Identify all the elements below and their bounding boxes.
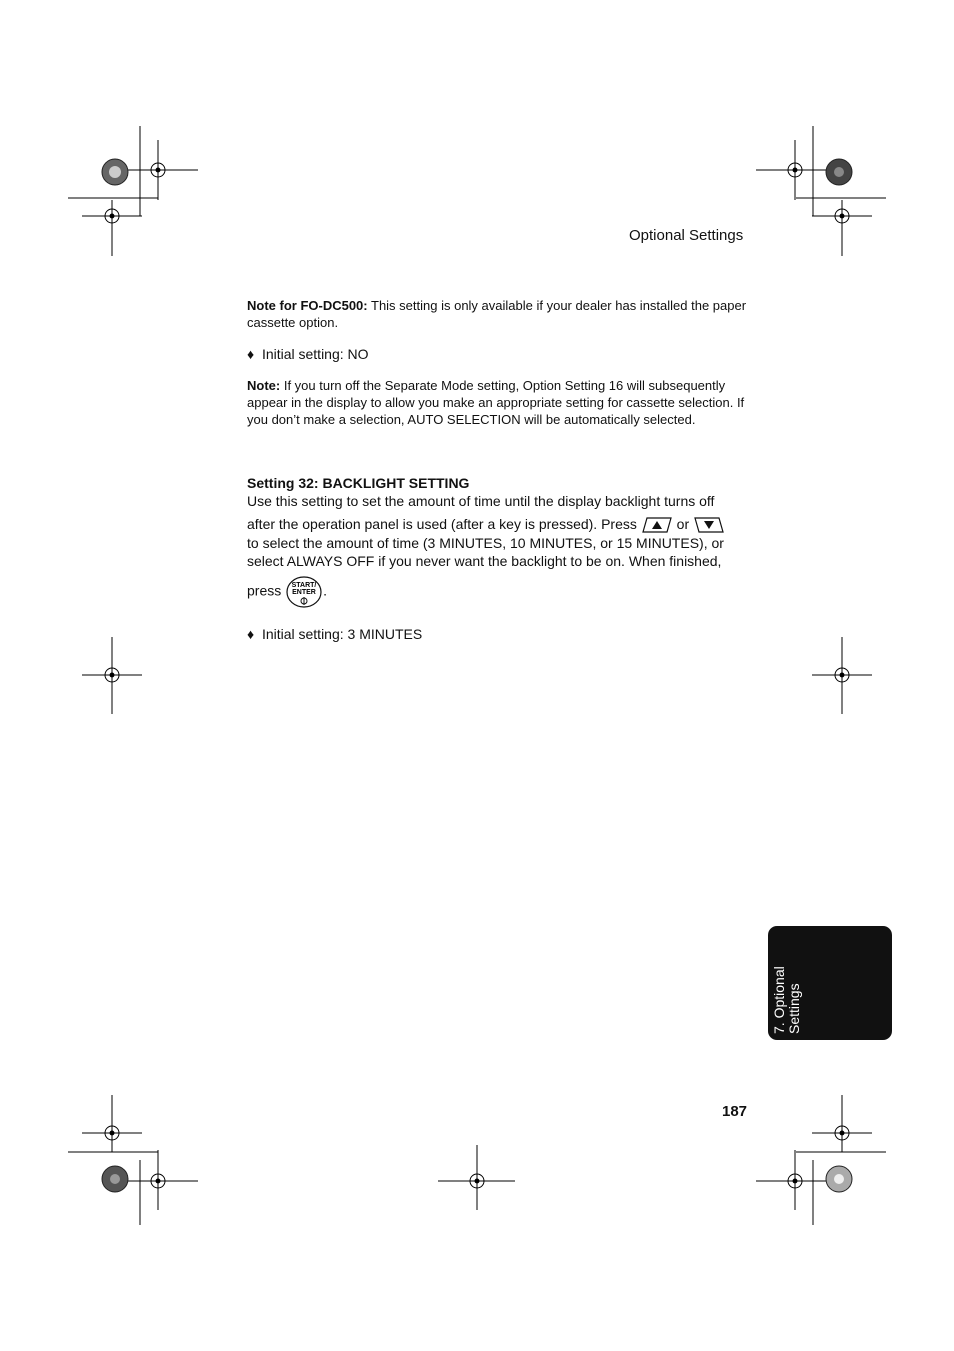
up-arrow-key-icon (641, 516, 673, 534)
bullet-icon: ♦ (247, 626, 255, 642)
page-number: 187 (722, 1103, 748, 1120)
initial-setting-text: Initial setting: NO (261, 346, 369, 362)
start-enter-key-icon (285, 576, 323, 608)
setting32-press-line: press START/ ENTER . (247, 576, 747, 608)
down-arrow-key-icon (693, 516, 725, 534)
setting32-section (247, 474, 747, 608)
initial-setting-3-minutes (247, 626, 747, 643)
note-fo-dc500 (247, 297, 747, 331)
note-text: This setting is only available if your dealer has installed the paper cassette option. (247, 298, 747, 330)
note-text: If you turn off the Separate Mode setting, Option Setting 16 will subsequently appear in the display to allow you make an appropriate setting for cassette selection. If you don’t make a selection, AUTO SELECTION will be automatically selected. (247, 378, 745, 427)
initial-setting-no (247, 346, 747, 363)
note-label: Note: (247, 378, 281, 393)
start-key-label-line2: ENTER (292, 589, 316, 597)
initial-setting-text: Initial setting: 3 MINUTES (261, 626, 423, 642)
start-key-label-line1: START/ (291, 582, 317, 590)
bullet-icon: ♦ (247, 346, 255, 362)
note-separate-mode (247, 377, 747, 428)
setting32-line2: after the operation panel is used (after a key is pressed). Press or (247, 515, 747, 534)
chapter-tab-label: 7. Optional Settings (771, 966, 802, 1034)
chapter-tab (768, 926, 892, 1040)
running-header: Optional Settings (629, 227, 744, 244)
setting32-line3: to select the amount of time (3 MINUTES, 10 MINUTES, or 15 MINUTES), or select ALWAYS OFF if you never want the backlight to be on. When finished, (247, 535, 724, 570)
note-label: Note for FO-DC500: (247, 298, 368, 313)
section-heading: Setting 32: BACKLIGHT SETTING (247, 475, 470, 491)
setting32-line1: Use this setting to set the amount of time until the display backlight turns off (247, 493, 715, 509)
